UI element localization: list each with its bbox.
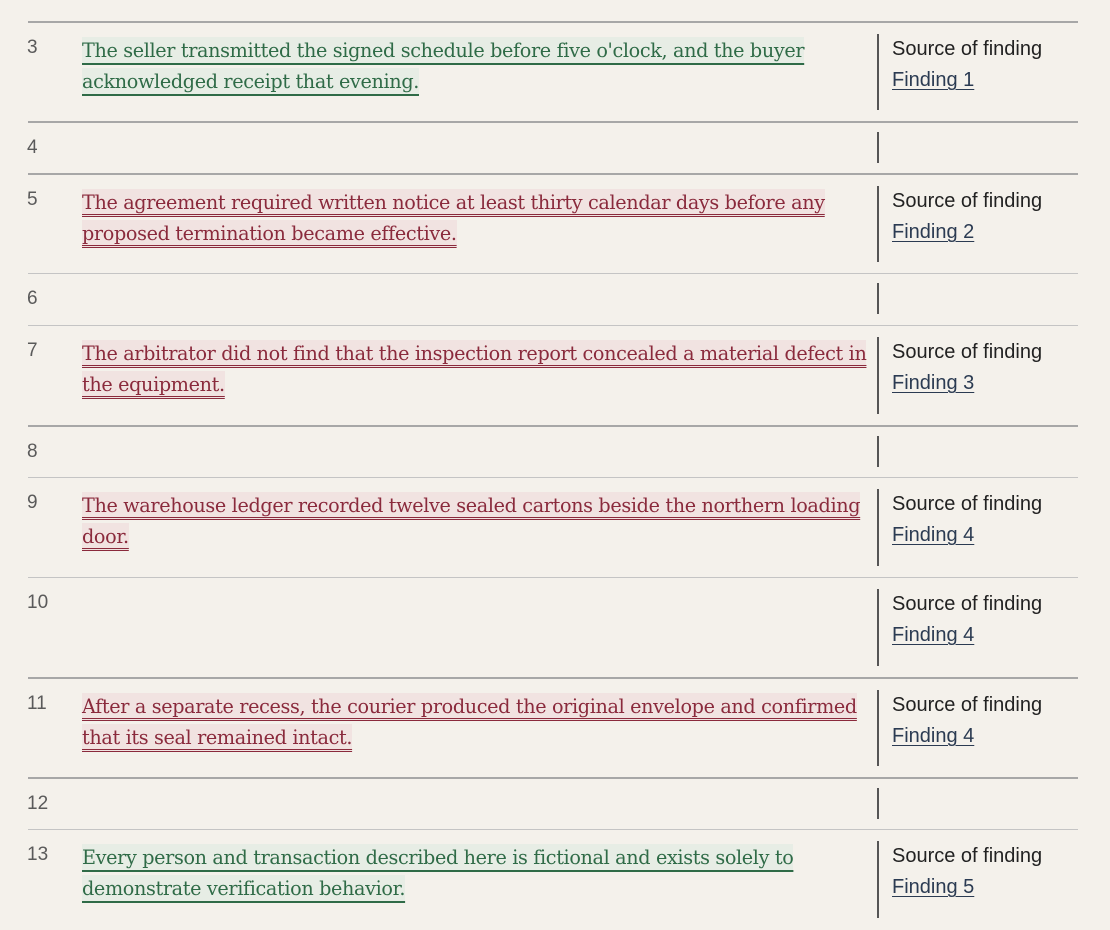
- line-row: [28, 777, 1078, 829]
- unsupported-sentence: [82, 490, 872, 552]
- finding-link[interactable]: Finding 3: [892, 372, 975, 394]
- sentence-text: The warehouse ledger recorded twelve sealed cartons beside the northern loading door.: [82, 494, 861, 548]
- line-number: 7: [27, 340, 38, 361]
- source-label: Source of finding: [892, 341, 1043, 363]
- sentence-text: The agreement required written notice at least thirty calendar days before any proposed termination became effective.: [82, 191, 825, 245]
- source-panel: [877, 283, 1082, 314]
- line-row: [28, 477, 1078, 577]
- source-label: Source of finding: [892, 694, 1043, 716]
- source-panel: [877, 788, 1082, 819]
- unsupported-sentence: [82, 187, 872, 249]
- source-panel: [877, 690, 1082, 766]
- verified-sentence: [82, 842, 872, 904]
- line-number: 12: [27, 793, 49, 814]
- line-number: 5: [27, 189, 38, 210]
- line-number: 9: [27, 492, 38, 513]
- source-label: Source of finding: [892, 493, 1043, 515]
- source-label: Source of finding: [892, 38, 1043, 60]
- unsupported-sentence: [82, 338, 872, 400]
- finding-link[interactable]: Finding 4: [892, 524, 975, 546]
- source-panel: [877, 186, 1082, 262]
- line-row: [28, 325, 1078, 425]
- source-label: Source of finding: [892, 593, 1043, 615]
- finding-link[interactable]: Finding 1: [892, 69, 975, 91]
- line-row: [28, 173, 1078, 273]
- sentence-text: Every person and transaction described here is fictional and exists solely to demonstrate verification behavior.: [82, 846, 794, 900]
- source-label: Source of finding: [892, 845, 1043, 867]
- sentence-text: The seller transmitted the signed schedule before five o'clock, and the buyer acknowledged receipt that evening.: [82, 39, 805, 93]
- source-panel: [877, 589, 1082, 666]
- unsupported-sentence: [82, 691, 872, 753]
- line-number: 10: [27, 592, 49, 613]
- source-panel: [877, 436, 1082, 467]
- finding-link[interactable]: Finding 5: [892, 876, 975, 898]
- line-number: 3: [27, 37, 38, 58]
- sentence-text: The arbitrator did not find that the inspection report concealed a material defect in the equipment.: [82, 342, 867, 396]
- line-row: [28, 21, 1078, 121]
- source-panel: [877, 132, 1082, 163]
- sentence-text: After a separate recess, the courier produced the original envelope and confirmed that its seal remained intact.: [82, 695, 857, 749]
- line-row: [28, 273, 1078, 325]
- line-number: 11: [27, 693, 47, 714]
- line-row: [28, 577, 1078, 677]
- finding-link[interactable]: Finding 4: [892, 725, 975, 747]
- line-number: 8: [27, 441, 38, 462]
- line-row: [28, 677, 1078, 777]
- finding-link[interactable]: Finding 2: [892, 221, 975, 243]
- findings-list: [28, 21, 1078, 929]
- line-number: 4: [27, 137, 38, 158]
- line-row: [28, 121, 1078, 173]
- source-label: Source of finding: [892, 190, 1043, 212]
- source-panel: [877, 337, 1082, 414]
- line-number: 6: [27, 288, 38, 309]
- finding-link[interactable]: Finding 4: [892, 624, 975, 646]
- source-panel: [877, 489, 1082, 566]
- line-row: [28, 829, 1078, 929]
- source-panel: [877, 841, 1082, 918]
- verified-sentence: [82, 35, 872, 97]
- source-panel: [877, 34, 1082, 110]
- line-number: 13: [27, 844, 49, 865]
- line-row: [28, 425, 1078, 477]
